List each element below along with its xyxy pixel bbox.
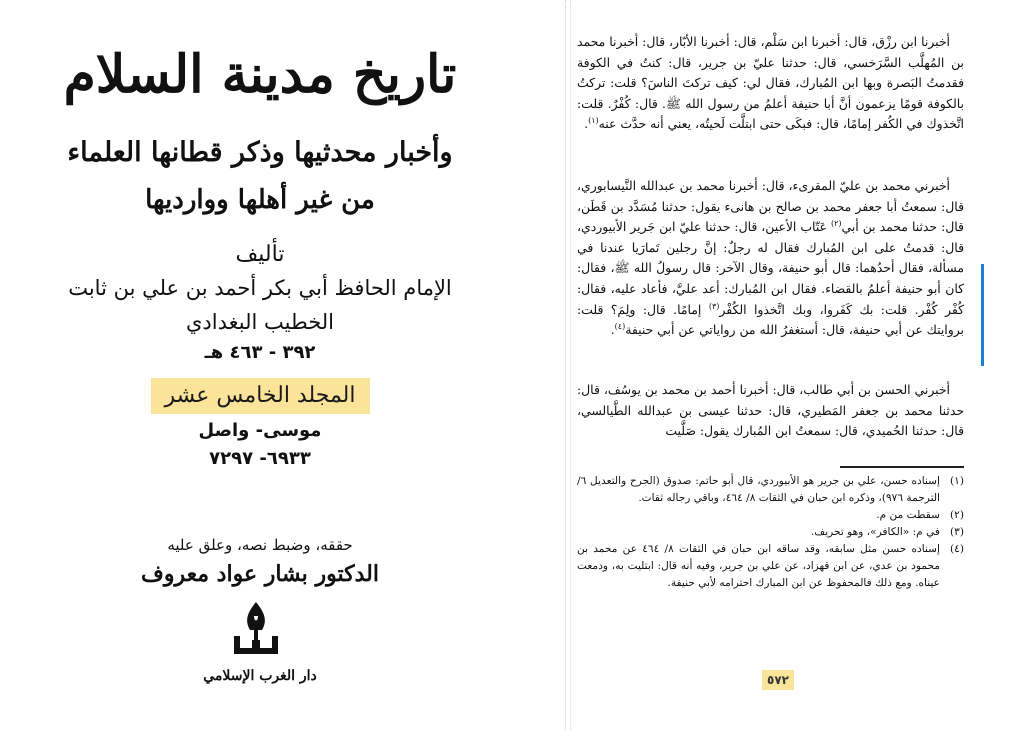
editor-credit: حققه، وضبط نصه، وعلق عليه	[167, 536, 353, 554]
volume-highlight	[20, 378, 500, 414]
author-name: الإمام الحافظ أبي بكر أحمد بن علي بن ثابت	[68, 276, 452, 300]
footnote-text: إسناده حسن، علي بن جرير هو الأبيوردي، قال أبو حاتم: صدوق (الجرح والتعديل ٦/ الترجمة ٩٧٦)، وذكره ابن حبان في الثقات ٨/ ٤٦٤، وباقي رجاله ثقات.	[577, 475, 940, 504]
paragraph	[577, 176, 964, 341]
footnote	[577, 524, 964, 541]
paragraph-text: أخبرني الحسن بن أبي طالب، قال: أخبرنا أحمد بن محمد بن يوسُف، قال: حدثنا محمد بن جعفر المَطيري، قال: حدثنا عيسى بن عبدالله الطَّيالسي، قال: حدثنا الحُميدي، قال: سمعتُ ابن المُبارك يقول: صَلَّيت	[577, 382, 964, 439]
book-title: تاريخ مدينة السلام	[63, 44, 457, 105]
footnote-text: سقطت من م.	[876, 509, 940, 521]
paragraph-end: .	[584, 116, 589, 132]
publisher-logo-icon	[228, 600, 284, 664]
footnotes	[577, 473, 964, 592]
footnote	[577, 507, 964, 524]
volume-number-range: ٦٩٣٣- ٧٢٩٧	[209, 448, 311, 469]
book-subtitle-line-1: وأخبار محدثيها وذكر قطانها العلماء	[67, 137, 453, 168]
author-dates: ٣٩٢ - ٤٦٣ هـ	[204, 342, 316, 363]
footnote-number: (٤)	[950, 543, 964, 555]
text-page	[512, 0, 1024, 730]
footnote-text: في م: «الكافر»، وهو تحريف.	[810, 526, 940, 538]
footnote-number: (٣)	[950, 526, 964, 538]
footnote-number: (١)	[950, 475, 964, 487]
publisher-name: دار الغرب الإسلامي	[203, 668, 317, 684]
footnote-divider	[840, 466, 964, 468]
footnote-ref[interactable]: (٣)	[708, 301, 720, 311]
paragraph-text: أخبرنا ابن رزْق، قال: أخبرنا ابن سَلْم، قال: أخبرنا الأبّار، قال: أخبرنا محمد بن المُهلَّب السَّرَخسي، قال: حدثنا عليّ بن جرير، قال: كنتُ في الكوفة فقدمتُ البَصرة وبها ابن المُبارك، فقال لي: كيف تركتَ الناسَ؟ قلت: تركتُ بالكوفة قومًا يزعمون أنَّ أبا حنيفة أعلمُ من رسول الله ﷺ. قال: كُفْرٌ. قلت: اتَّخذوك في الكُفر إمامًا، قال: فبكَى حتى ابتلَّت لَحيتُه، يعني أنه حدَّث عنه	[577, 34, 964, 132]
editor-name: الدكتور بشار عواد معروف	[141, 561, 379, 587]
footnote-number: (٢)	[950, 509, 964, 521]
footnote	[577, 473, 964, 507]
footnote-ref[interactable]: (٢)	[830, 219, 842, 229]
paragraph-text: إمامًا. قال: ولِمَ؟ قلت: بروايتك عن أبي حنيفة، قال: أستغفرُ الله من رواياتي عن أبي حنيفة	[577, 301, 964, 338]
page-number: ٥٧٢	[762, 670, 794, 690]
paragraph	[577, 380, 964, 442]
book-subtitle-line-2: من غير أهلها ووارديها	[145, 185, 375, 215]
margin-marker	[981, 264, 984, 366]
footnote-ref[interactable]: (١)	[588, 116, 599, 126]
paragraph-text: عَتّاب الأعين، قال: حدثنا عليّ ابن جَرير الأبيوردي، قال: قدمتُ على ابن المُبارك فقال له رجلٌ: إنَّ رجلين تَمارَيا عندنا في مسألة، فقال أحدُهما: قال أبو حنيفة، وقال الآخر: قال رسولُ الله ﷺ، فقال: كان أبو حنيفة أعلمُ بالقضاء. فقال ابن المُبارك: أعد عليَّ، فأعاد عليه، فقال: كُفْر كُفْر. قلت: بك كَفَروا، وبك اتَّخذوا الكُفْر	[577, 219, 964, 317]
footnote	[577, 541, 964, 592]
volume-label: المجلد الخامس عشر	[151, 378, 370, 414]
paragraph-end: .	[610, 322, 615, 338]
author-nisba: الخطيب البغدادي	[186, 310, 334, 334]
volume-entry-range: موسى- واصل	[198, 420, 322, 441]
footnote-ref[interactable]: (٤)	[614, 322, 626, 332]
footnote-text: إسناده حسن مثل سابقه، وقد ساقه ابن حبان في الثقات ٨/ ٤٦٤ عن محمد بن محمود بن عدي، عن ابن قهزاد، عن علي بن جرير، وفيه أنه قال: ابتليت به، ودمعت عيناه. ومع ذلك فالمحفوظ عن ابن المبارك احترامه لأبي حنيفة.	[577, 543, 940, 589]
paragraph-text: أخبرني محمد بن عليّ المقرىء، قال: أخبرنا محمد بن عبدالله النَّيسابوري، قال: سمعتُ أبا جعفر محمد بن صالح بن هانىء يقول: حدثنا مُسَدَّد بن قَطَن، قال: حدثنا محمد بن أبي	[577, 178, 964, 235]
paragraph	[577, 32, 964, 135]
authorship-label: تأليف	[235, 242, 285, 267]
